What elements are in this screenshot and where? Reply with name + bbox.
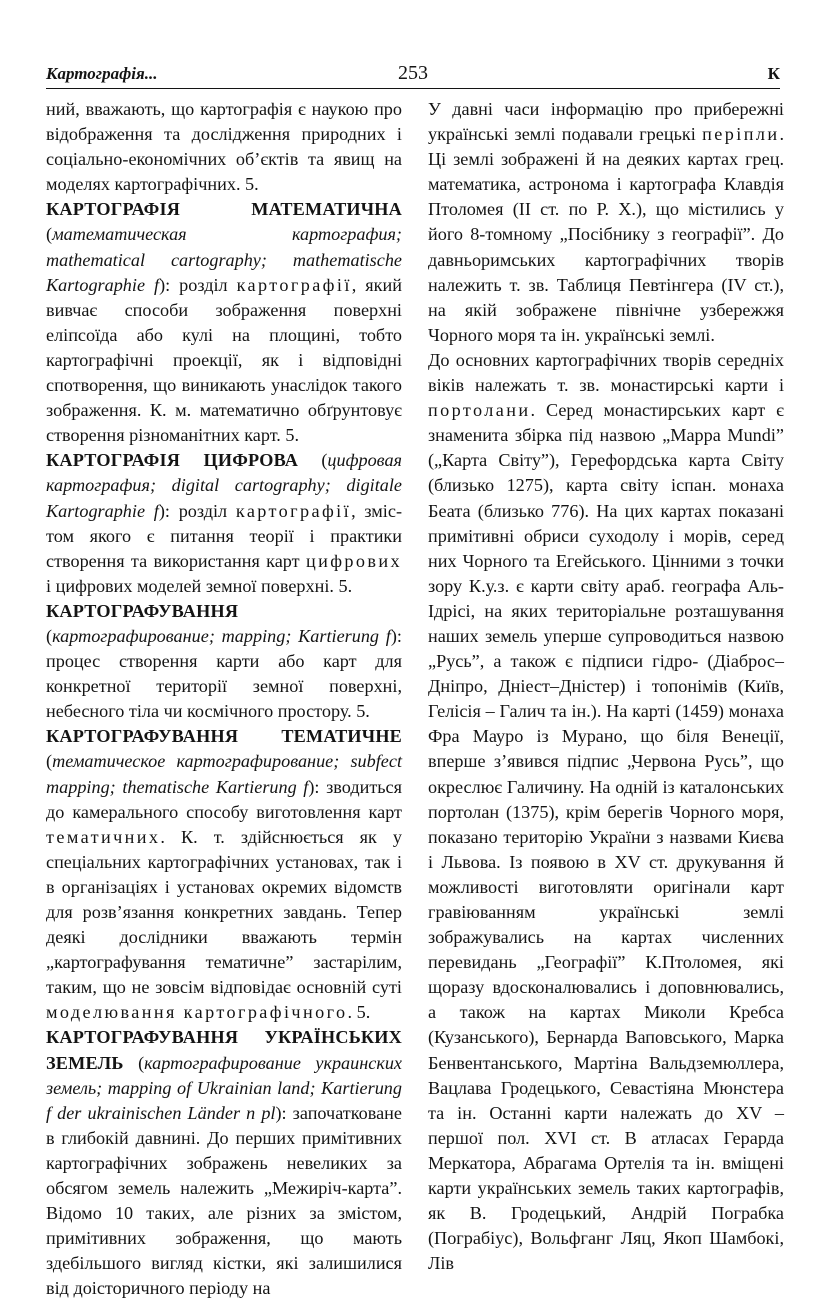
- paragraph-medieval-maps: До основних картографічних творів середніх віків належать т. зв. монастирські карти і портолани. Серед монастирських карт є знаменита збірка під назвою „Марра Mundi” („Карта Світу”), Герефордська карта Світу (близько 1275), карта світу іспан. монаха Беата (близько 776). На цих картах показані примітивні обриси суходолу і морів, серед них Чорного та Егейського. Цінними з точки зору К.у.з. є карти світу араб. географа Аль-Ідрісі, на яких територіальне розташування наших земель уперше супроводиться назвою „Русь”, а також є підписи гідро- (Діаброс–Дніпро, Дніест–Дністер) і топонімів (Київ, Гелісія – Галич та ін.). На карті (1459) монаха Фра Мауро із Мурано, що біля Венеції, вперше з’явився підпис „Червона Русь”, що окреслює Галичину. На одній із каталонських портолан (1375), крім берегів Чорного моря, показано територію України з назвами Києва і Львова. Із появою в XV ст. друкування й можливості виготовляти оригінали карт гравіюванням українські землі зображувались на картах численних перевидань „Географії” К.Птоломея, які щоразу вдосконалювались і доповнювались, а також на картах Миколи Кребса (Кузанського), Бернарда Ваповського, Марка Бенвентанського, Мартіна Вальдземюллера, Вацлава Гродецького, Севастіяна Мюнстера та ін. Останні карти належать до XV – першої пол. XVI ст. В атласах Герарда Меркатора, Абрагама Ортелія та ін. вміщені карти українських земель таких картографів, як В. Гродецький, Андрій Пограбка (Пограбіус), Вольфганг Ляц, Якоп Шамбокі, Лів: [428, 349, 784, 1274]
- entry-translations: картографирование; mapping; Kartierung f: [52, 625, 391, 646]
- section-letter: К: [767, 64, 780, 83]
- entry-translations: математическая картография; mathematical cartography; mathematische Kartographie f: [46, 224, 402, 295]
- entry-definition: , який вивчає способи зображення поверхні еліпсоїда або кулі на площині, тобто картографічні проекції, як і відповідні спотворення, що виникають унаслідок такого зображення. К. м. математично обґрунтовує створення різноманітних карт. 5.: [46, 274, 402, 446]
- entry-term: КАРТОГРАФІЯ ЦИФРОВА: [46, 450, 299, 471]
- cross-reference: картографії: [236, 274, 352, 295]
- entry-definition: , змістом якого є питання теорії і практики створення та використання карт: [46, 500, 402, 571]
- entry-kartohrafuvannia-tematychne: КАРТОГРАФУВАННЯ ТЕМАТИЧНЕ (тематическое картографирование; subfect mapping; thematische Kartierung f): зводиться до камерального способу виготовлення карт тематичних. К. т. здійснюється як у спеціальних картографічних установах, так і в організаціях і установах окремих відомств для розв’язання конкретних завдань. Тепер деякі дослідники вважають термін „картографування тематичне” застарілим, таким, що не зовсім відповідає основній суті моделювання картографічного. 5.: [46, 726, 402, 1023]
- continued-paragraph: ний, вважають, що картографія є наукою про відображення та дослідження природних і соціально-економічних об’єктів та явищ на моделях картографічних. 5.: [46, 99, 402, 195]
- page-header: [46, 58, 780, 89]
- entry-translations: тематическое картографирование; subfect mapping; thematische Kartierung f: [46, 751, 402, 797]
- cross-reference: моделювання картографічного: [46, 1002, 348, 1023]
- entry-kartohrafuvannia-ukrainskykh-zemel: КАРТОГРАФУВАННЯ УКРАЇНСЬКИХ ЗЕМЕЛЬ (картографирование украинских земель; mapping of Ukrainian land; Kartierung f der ukrainischen Länder n pl): започатковане в глибокій давнині. До перших примітивних картографічних зображень невеликих за обсягом земель належить „Межиріч-карта”. Відомо 10 таких, але різних за змістом, примітивних зображення, що мають здебільшого вигляд кістки, які залишилися від доісторичного періоду на: [46, 1027, 402, 1299]
- entry-term: КАРТОГРАФУВАННЯ ТЕМАТИЧНЕ: [46, 726, 402, 747]
- cross-reference: тематичних: [46, 826, 161, 847]
- right-column: [428, 97, 784, 1274]
- cross-reference: портолани: [428, 400, 531, 421]
- entry-kartohrafuvannia: КАРТОГРАФУВАННЯ (картографирование; mapping; Kartierung f): процес створення карти або карт для конкретної території земної поверхні, небесного тіла чи космічного простору. 5.: [46, 600, 402, 722]
- entry-kartohrafiia-tsyfrova: КАРТОГРАФІЯ ЦИФРОВА (цифровая картография; digital cartography; digitale Kartographie f): розділ картографії, змістом якого є питання теорії і практики створення та використання карт цифрових і цифрових моделей земної поверхні. 5.: [46, 450, 402, 596]
- cross-reference: цифрових: [305, 550, 402, 571]
- cross-reference: періпли: [702, 124, 780, 145]
- paragraph-ancient-maps: У давні часи інформацію про прибережні українські землі подавали грецькі періпли. Ці землі зображені й на деяких картах грец. математика, астронома і картографа Клавдія Птоломея (II ст. по Р. Х.), що містились у його 8-томному „Посібнику з географії”. До давньоримських картографічних творів належить т. зв. Таблиця Певтінгера (IV ст.), на якій зображене північне узбережжя Чорного моря та ін. українські землі.: [428, 99, 784, 345]
- entry-term: КАРТОГРАФІЯ МАТЕМАТИЧНА: [46, 199, 402, 220]
- running-head: Картографія...: [46, 64, 158, 83]
- page-number: 253: [398, 62, 428, 84]
- entry-definition: процес створення карти або карт для конкретної території земної поверхні, небесного тіла чи космічного простору. 5.: [46, 651, 402, 722]
- cross-reference: картографії: [235, 500, 352, 521]
- entry-translations: картографирование украинских земель; mapping of Ukrainian land; Kartierung f der ukrainischen Länder n pl: [46, 1052, 402, 1123]
- entry-kartohrafiia-matematychna: КАРТОГРАФІЯ МАТЕМАТИЧНА (математическая картография; mathematical cartography; mathematische Kartographie f): розділ картографії, який вивчає способи зображення поверхні еліпсоїда або кулі на площині, тобто картографічні проекції, як і відповідні спотворення, що виникають унаслідок такого зображення. К. м. математично обґрунтовує створення різноманітних карт. 5.: [46, 199, 402, 446]
- left-column: [46, 97, 402, 1299]
- entry-definition: зводиться до камерального способу виготовлення карт: [46, 776, 402, 822]
- entry-definition: започатковане в глибокій давнині. До перших примітивних картографічних зображень невеликих за обсягом земель належить „Межиріч-карта”. Відомо 10 таких, але різних за змістом, примітивних зображення, що мають здебільшого вигляд кістки, які залишилися від доісторичного періоду на: [46, 1102, 402, 1299]
- entry-translations: цифровая картография; digital cartography; digitale Kartographie f: [46, 450, 402, 521]
- entry-term: КАРТОГРАФУВАННЯ: [46, 600, 239, 621]
- entry-term: КАРТОГРАФУВАННЯ УКРАЇНСЬКИХ ЗЕМЕЛЬ: [46, 1027, 402, 1073]
